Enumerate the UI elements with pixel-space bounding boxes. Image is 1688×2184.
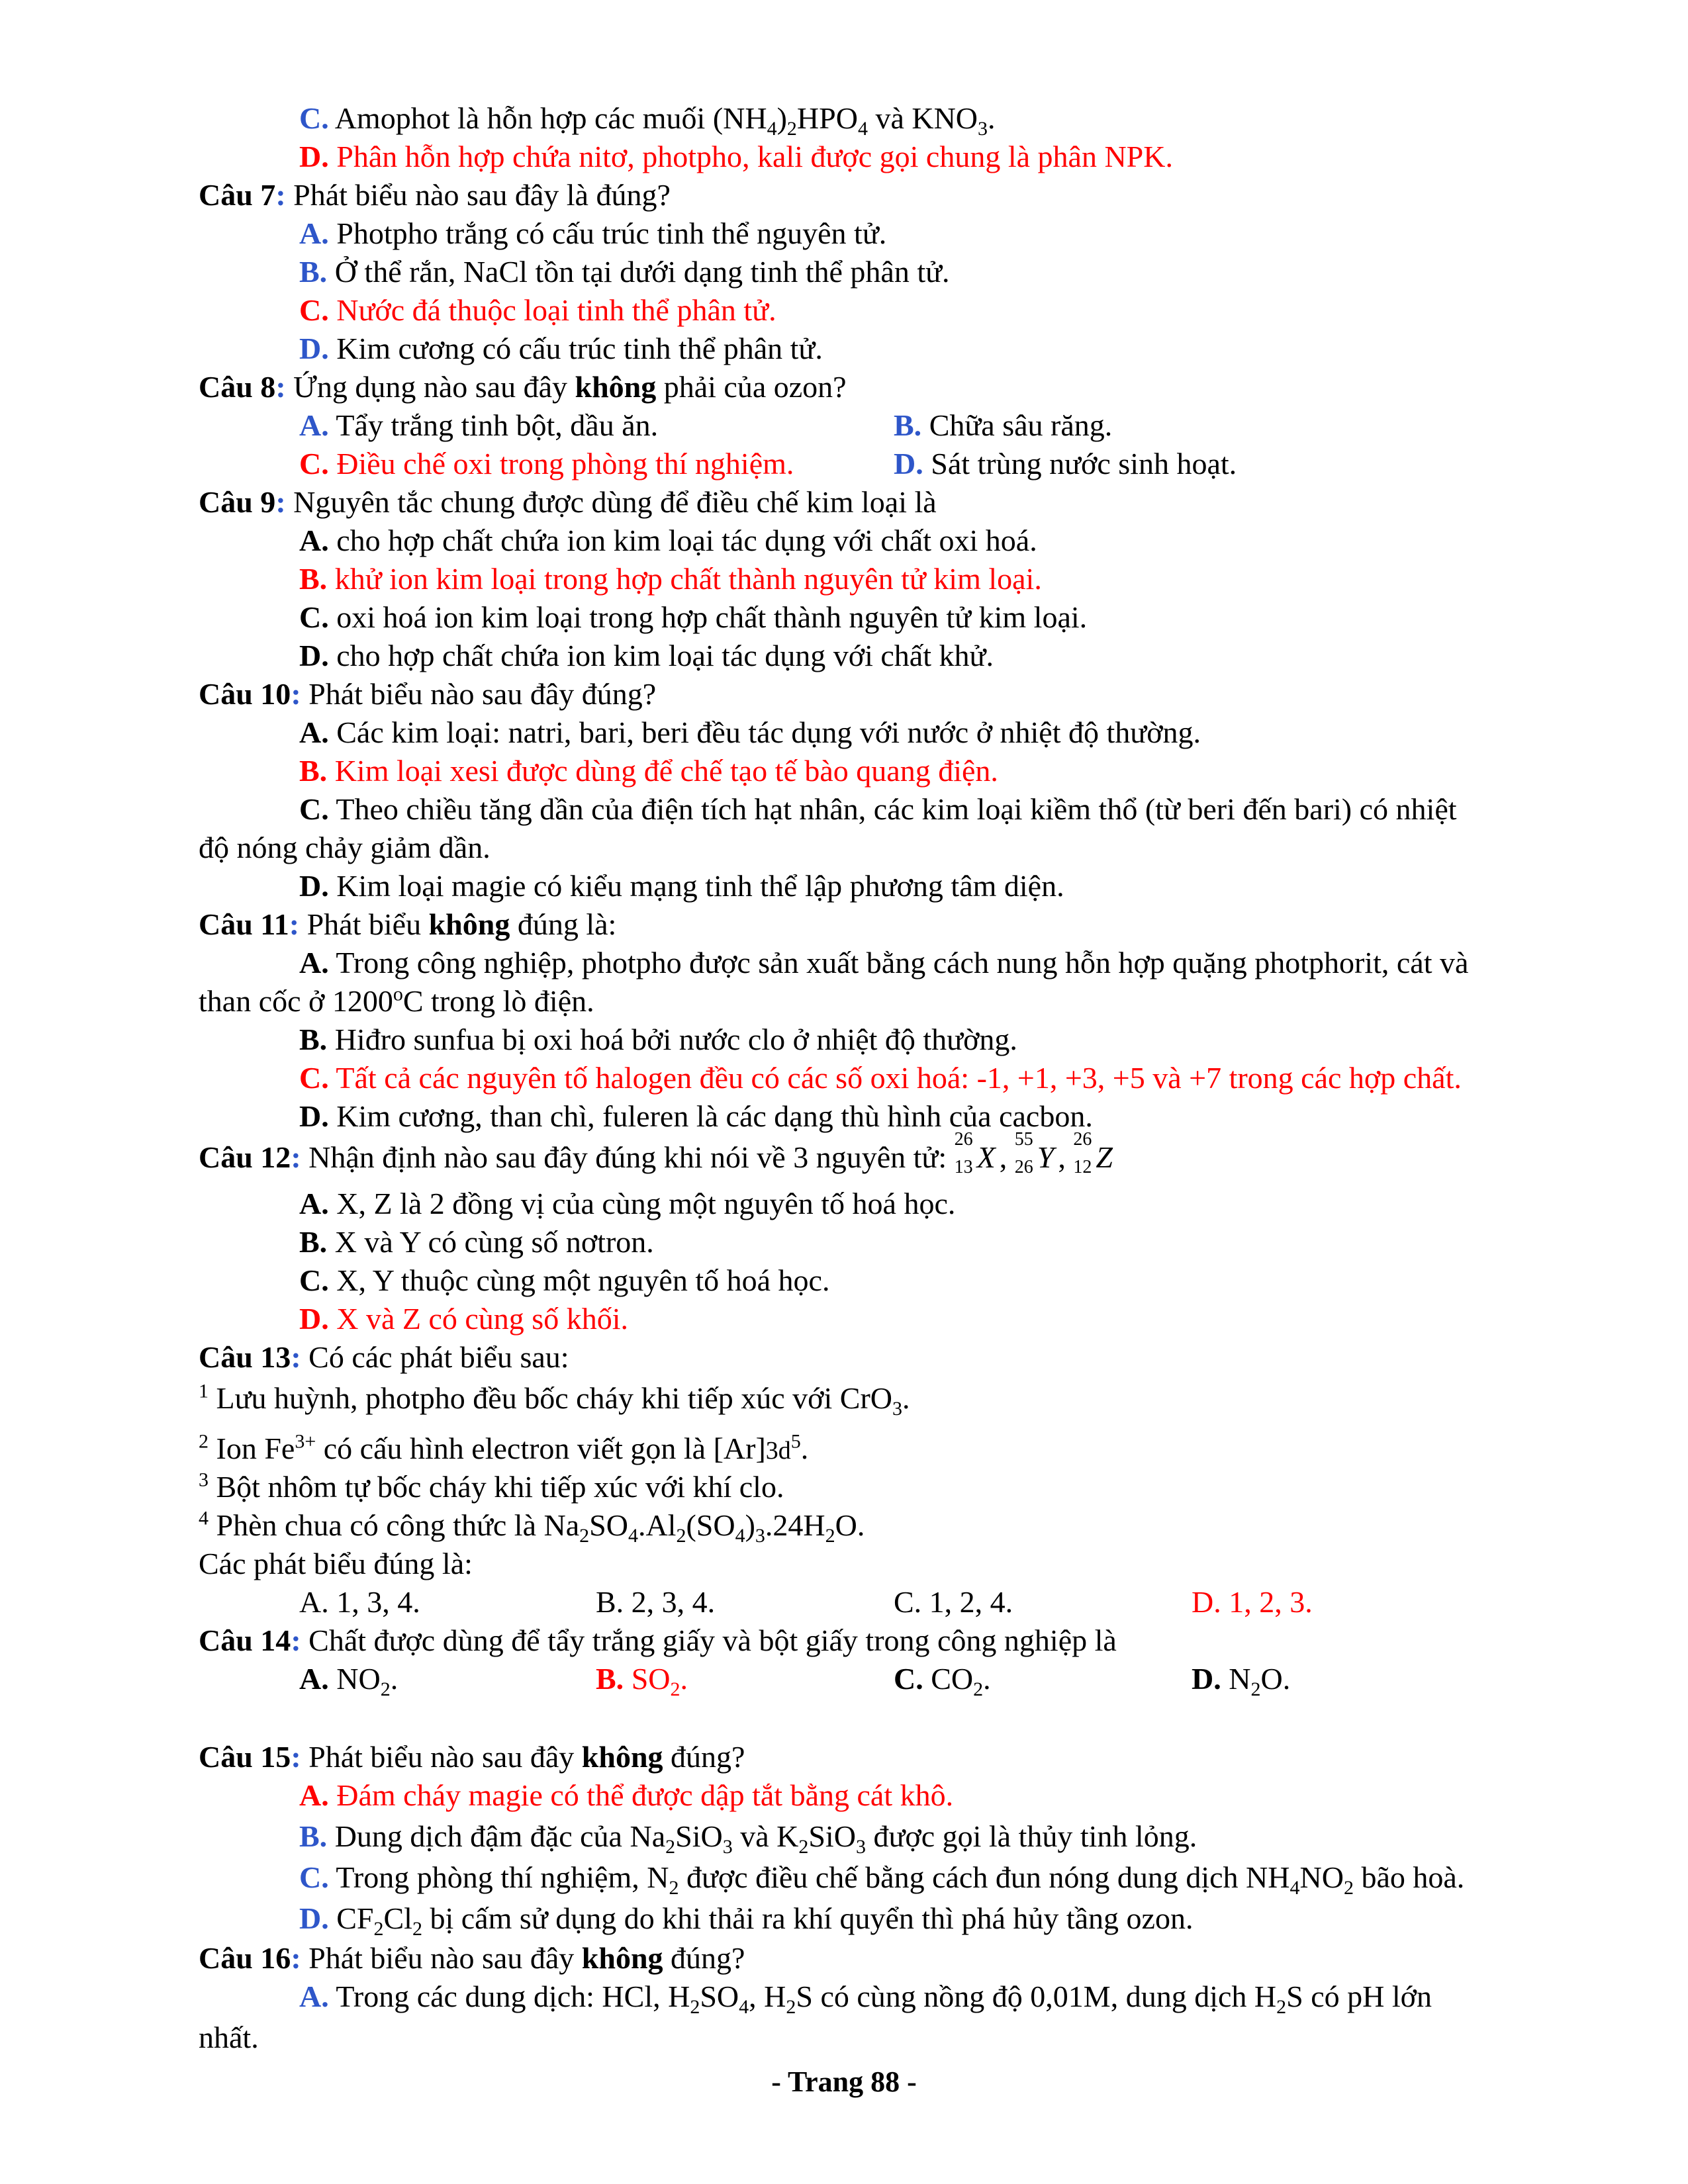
q13-option-a: A. 1, 3, 4. [299,1585,420,1619]
q10-option-d: D. Kim loại magie có kiểu mạng tinh thể lập phương tâm diện. [299,869,1064,903]
q11-option-a-continued: than cốc ở 1200$^o$C trong lò điện. [199,983,594,1018]
q8-option-a: A. Tẩy trắng tinh bột, dầu ăn. [299,408,659,442]
q10-option-c-continued: độ nóng chảy giảm dần. [199,831,491,864]
question-15: Câu 15: Phát biểu nào sau đây không đúng? [199,1740,745,1774]
q7-option-c-answer: C. Nước đá thuộc loại tinh thể phân tử. [299,293,776,327]
q11-option-d: D. Kim cương, than chì, fuleren là các dạng thù hình của cacbon. [299,1099,1093,1133]
q8-option-b: B. Chữa sâu răng. [894,408,1113,442]
q12-option-b: B. X và Y có cùng số nơtron. [299,1225,654,1259]
isotope-z: 26 12 Z [1073,1129,1113,1177]
question-10: Câu 10: Phát biểu nào sau đây đúng? [199,677,657,711]
q15-option-d: D. $CF_2Cl_2$ bị cấm sử dụng do khi thải ra khí quyển thì phá hủy tầng ozon. [299,1901,1194,1940]
q15-option-b: B. Dung dịch đậm đặc của $Na_2SiO_3$ và $K_2SiO_3$ được gọi là thủy tinh lỏng. [299,1819,1197,1858]
q16-option-a-continued: nhất. [199,2021,259,2054]
question-11: Câu 11: Phát biểu không đúng là: [199,907,617,941]
option-c: C. Amophot là hỗn hợp các muối $(NH_4)_2HPO_4$ và $KNO_3$. [299,101,996,140]
q13-statement-2: $^2$ Ion $Fe^{3+}$ có cấu hình electron viết gọn là $[Ar]3d^5$. [199,1430,809,1465]
question-14: Câu 14: Chất được dùng để tẩy trắng giấy và bột giấy trong công nghiệp là [199,1623,1117,1657]
q11-option-b: B. Hiđro sunfua bị oxi hoá bởi nước clo ở nhiệt độ thường. [299,1023,1017,1056]
question-8: Câu 8: Ứng dụng nào sau đây không phải của ozon? [199,370,847,404]
q13-statement-1: $^1$ Lưu huỳnh, photpho đều bốc cháy khi tiếp xúc với CrO$_3$. [199,1380,910,1420]
q11-option-c-answer: C. Tất cả các nguyên tố halogen đều có các số oxi hoá: -1, +1, +3, +5 và +7 trong các hợp chất. [299,1061,1462,1095]
q12-option-d-answer: D. X và Z có cùng số khối. [299,1302,628,1336]
q13-ask: Các phát biểu đúng là: [199,1547,473,1580]
q9-option-c: C. oxi hoá ion kim loại trong hợp chất thành nguyên tử kim loại. [299,600,1088,634]
question-16: Câu 16: Phát biểu nào sau đây không đúng? [199,1941,745,1975]
q13-option-b: B. 2, 3, 4. [596,1585,716,1619]
option-d-answer: D. Phân hỗn hợp chứa nitơ, photpho, kali được gọi chung là phân NPK. [299,140,1173,173]
q13-option-d-answer: D. 1, 2, 3. [1192,1585,1313,1619]
q14-option-a: A. $NO_2$. [299,1662,399,1701]
q13-option-c: C. 1, 2, 4. [894,1585,1013,1619]
q10-option-b-answer: B. Kim loại xesi được dùng để chế tạo tế bào quang điện. [299,754,998,788]
q10-option-c: C. Theo chiều tăng dần của điện tích hạt nhân, các kim loại kiềm thổ (từ beri đến bari) có nhiệt [299,792,1457,826]
question-9: Câu 9: Nguyên tắc chung được dùng để điều chế kim loại là [199,485,937,519]
isotope-y: 55 26 Y [1014,1129,1055,1177]
page-number: - Trang 88 - [771,2066,917,2098]
q8-option-d: D. Sát trùng nước sinh hoạt. [894,447,1237,480]
q12-option-c: C. X, Y thuộc cùng một nguyên tố hoá học. [299,1263,830,1297]
q10-option-a: A. Các kim loại: natri, bari, beri đều tác dụng với nước ở nhiệt độ thường. [299,715,1201,749]
q9-option-d: D. cho hợp chất chứa ion kim loại tác dụng với chất khử. [299,639,994,672]
question-12: Câu 12: Nhận định nào sau đây đúng khi nói về 3 nguyên tử: 26 13 X , 55 26 Y , 26 12 Z [199,1129,1113,1177]
q13-statement-3: $^3$ Bột nhôm tự bốc cháy khi tiếp xúc với khí clo. [199,1469,784,1504]
q7-option-b: B. Ở thể rắn, NaCl tồn tại dưới dạng tinh thể phân tử. [299,255,950,289]
q9-option-b-answer: B. khử ion kim loại trong hợp chất thành nguyên tử kim loại. [299,562,1042,596]
q7-option-d: D. Kim cương có cấu trúc tinh thể phân tử. [299,332,823,365]
q14-option-d: D. $N_2O$. [1192,1662,1291,1701]
q11-option-a: A. Trong công nghiệp, photpho được sản xuất bằng cách nung hỗn hợp quặng photphorit, cát và [299,946,1469,979]
q14-option-c: C. $CO_2$. [894,1662,991,1701]
question-13: Câu 13: Có các phát biểu sau: [199,1340,569,1374]
q13-statement-4: $^4$ Phèn chua có công thức là $Na_2SO_4.Al_2(SO_4)_3.24H_2O$. [199,1507,865,1547]
q12-option-a: A. X, Z là 2 đồng vị của cùng một nguyên tố hoá học. [299,1187,956,1220]
q15-option-a-answer: A. Đám cháy magie có thể được dập tắt bằng cát khô. [299,1778,954,1812]
q9-option-a: A. cho hợp chất chứa ion kim loại tác dụng với chất oxi hoá. [299,523,1037,557]
q16-option-a: A. Trong các dung dịch: HCl, $H_2SO_4$, $H_2S$ có cùng nồng độ 0,01M, dung dịch $H_2S$ có pH lớn [299,1979,1432,2019]
q14-option-b-answer: B. $SO_2$. [596,1662,688,1701]
q8-option-c-answer: C. Điều chế oxi trong phòng thí nghiệm. [299,447,794,480]
q7-option-a: A. Photpho trắng có cấu trúc tinh thể nguyên tử. [299,216,887,250]
isotope-x: 26 13 X [954,1129,996,1177]
question-7: Câu 7: Phát biểu nào sau đây là đúng? [199,178,671,212]
q15-option-c: C. Trong phòng thí nghiệm, $N_2$ được điều chế bằng cách đun nóng dung dịch $NH_4NO_2$ bão hoà. [299,1860,1465,1899]
